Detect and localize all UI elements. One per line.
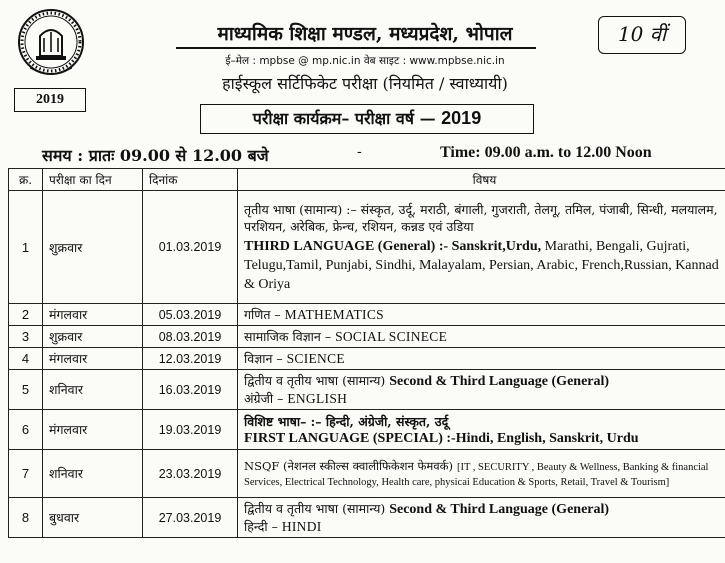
header-num: क्र.: [9, 169, 43, 191]
exam-name: हाईस्कूल सर्टिफिकेट परीक्षा (नियमित / स्वाध्यायी): [222, 74, 508, 93]
row-subject: [238, 304, 725, 326]
row-date: 12.03.2019: [143, 348, 238, 370]
row-num: 7: [9, 450, 43, 498]
row-subject: [238, 348, 725, 370]
subject-hindi: द्वितीय व तृतीय भाषा (सामान्य): [244, 373, 386, 388]
exam-schedule-table: [8, 168, 725, 538]
row-num: 1: [9, 191, 43, 304]
table-row: [9, 450, 725, 498]
row-day: मंगलवार: [43, 410, 143, 450]
table-header-row: [9, 169, 725, 191]
table-row: [9, 498, 725, 538]
subject-english-bold: THIRD LANGUAGE (General) :- Sanskrit,Urdu,: [244, 238, 542, 254]
subject-hindi: सामाजिक विज्ञान –: [244, 329, 332, 344]
row-day: शुक्रवार: [43, 326, 143, 348]
row-day: मंगलवार: [43, 304, 143, 326]
subject-english-bold: Second & Third Language (General): [389, 502, 610, 517]
header-date: दिनांक: [143, 169, 238, 191]
subject-line2-hindi: अंग्रेजी –: [244, 391, 284, 406]
table-row: [9, 370, 725, 410]
subject-english: SOCIAL SCINECE: [335, 329, 448, 344]
subject-english: SCIENCE: [286, 351, 345, 366]
row-day: बुधवार: [43, 498, 143, 538]
subject-line2-hindi: हिन्दी –: [244, 519, 278, 534]
row-num: 6: [9, 410, 43, 450]
row-num: 2: [9, 304, 43, 326]
row-subject: [238, 498, 725, 538]
subject-hindi: गणित –: [244, 307, 281, 322]
time-english: Time: 09.00 a.m. to 12.00 Noon: [440, 144, 652, 161]
subject-hindi: तृतीय भाषा (सामान्य) :– संस्कृत, उर्दू, मराठी, बंगाली, गुजराती, तेलगू, तमिल, पंजाबी, सिन्धी, मलयालम, परशियन, अरेबिक, फ्रेन्च, रशियन, कन्नड एवं उडिया: [244, 201, 718, 234]
board-seal: [10, 6, 92, 84]
subject-english: [IT , SECURITY , Beauty & Wellness, Banking & financial Services, Electrical Technology, Health care, physicai Education & Sports, Retail, Travel & Tourism]: [244, 461, 709, 488]
row-date: 01.03.2019: [143, 191, 238, 304]
subject-english: MATHEMATICS: [284, 307, 384, 322]
header-day: परीक्षा का दिन: [43, 169, 143, 191]
programme-box: [200, 104, 534, 134]
contact-line: ई–मेल : mpbse @ mp.nic.in वेब साइट : www.mpbse.nic.in: [225, 55, 505, 67]
board-name: माध्यमिक शिक्षा मण्डल, मध्यप्रदेश, भोपाल: [217, 23, 513, 45]
row-num: 5: [9, 370, 43, 410]
row-num: 4: [9, 348, 43, 370]
row-subject: [238, 191, 725, 304]
row-day: शनिवार: [43, 370, 143, 410]
subject-hindi: द्वितीय व तृतीय भाषा (सामान्य): [244, 501, 386, 516]
subject-english-bold: FIRST LANGUAGE (SPECIAL) :-Hindi, English, Sanskrit, Urdu: [244, 430, 639, 446]
row-subject: [238, 450, 725, 498]
row-num: 3: [9, 326, 43, 348]
time-hindi: समय : प्रातः 09.00 से 12.00 बजे: [42, 146, 269, 165]
subject-hindi: NSQF (नेशनल स्कील्स क्वालीफिकेशन फेमवर्क): [244, 458, 453, 473]
subject-hindi: विज्ञान –: [244, 351, 283, 366]
row-date: 05.03.2019: [143, 304, 238, 326]
year-box: 2019: [14, 88, 86, 112]
row-subject: [238, 370, 725, 410]
row-date: 08.03.2019: [143, 326, 238, 348]
table-row: [9, 191, 725, 304]
row-date: 16.03.2019: [143, 370, 238, 410]
row-date: 23.03.2019: [143, 450, 238, 498]
row-num: 8: [9, 498, 43, 538]
table-row: [9, 304, 725, 326]
subject-hindi: विशिष्ट भाषा– :– हिन्दी, अंग्रेजी, संस्कृत, उर्दू: [244, 413, 449, 429]
subject-line2-english: ENGLISH: [287, 391, 348, 406]
class-label: 10 वीं: [598, 16, 686, 54]
table-row: [9, 410, 725, 450]
row-date: 19.03.2019: [143, 410, 238, 450]
header-subject: विषय: [238, 169, 725, 191]
subject-english-bold: Second & Third Language (General): [389, 374, 610, 389]
subject-line2-english: HINDI: [281, 519, 322, 534]
subject-english: Marathi, Bengali, Gujrati, Telugu,Tamil, Punjabi, Sindhi, Malayalam, Persian, Arabic, French,Russian, Kannad & Oriya: [244, 238, 719, 292]
row-subject: [238, 410, 725, 450]
programme-label: परीक्षा कार्यक्रम– परीक्षा वर्ष —: [252, 109, 436, 128]
row-subject: [238, 326, 725, 348]
table-row: [9, 326, 725, 348]
row-date: 27.03.2019: [143, 498, 238, 538]
time-separator: -: [357, 144, 362, 160]
programme-year: 2019: [441, 108, 482, 128]
row-day: शनिवार: [43, 450, 143, 498]
row-day: मंगलवार: [43, 348, 143, 370]
table-row: [9, 348, 725, 370]
title-underline: [176, 47, 536, 49]
row-day: शुक्रवार: [43, 191, 143, 304]
